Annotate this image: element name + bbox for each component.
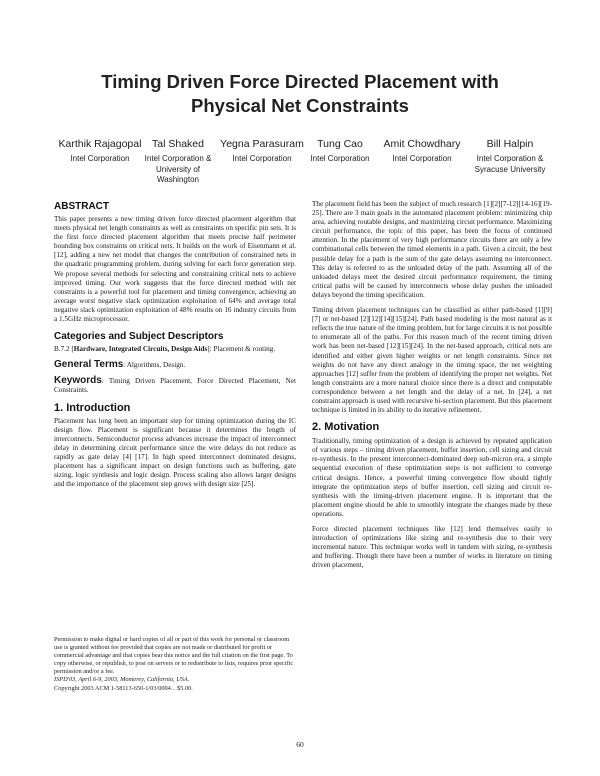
keywords xyxy=(54,376,296,395)
author-name: Yegna Parasuram xyxy=(220,138,304,150)
paragraph: Force directed placement techniques like [12] lend themselves easily to introduction of optimizations like sizing and re-synthesis due to their very incremental nature. This technique works well in tandem with sizing, re-synthesis and buffering. Though there have been a number of works in literature on timing driven placement, xyxy=(312,525,552,570)
general-terms xyxy=(54,360,296,370)
paragraph: The placement field has been the subject of much research [1][2][7-12][14-16][19-25]. There are 3 main goals in the automated placement problem: minimizing chip area, achieving routable designs, and maximizing circuit performance. Maximizing circuit performance, the topic of this paper, has been the focus of continued attention. In the placement of very high performance circuits there are only a few combinational cells between the timed elements in a path. Given a circuit, the best possible delay for a path is the sum of the gate delays assuming no interconnect. This delay is referred to as the unloaded delay of the path. Assuming all of the unloaded delays meet the desired circuit performance requirement, the timing critical paths will be caused by interconnects whose delay pushes the unloaded delays beyond the timing specification. xyxy=(312,200,552,299)
permission-notice xyxy=(54,636,296,693)
paragraph: Traditionally, timing optimization of a design is achieved by repeated application of various steps – timing driven placement, buffer insertion, cell sizing and circuit re-synthesis. In the present interconnect-dominated deep sub-micron era, a simple sequential execution of these optimization steps is not sufficient to converge critical designs. Hence, a powerful timing convergence flow should tightly integrate the optimization steps of buffer insertion, cell sizing and circuit re-synthesis with the timing-driven placement engine. It is important that the placement engine should be able to smoothly integrate the changes made by these operations. xyxy=(312,437,552,518)
author-block xyxy=(48,137,152,165)
right-column xyxy=(312,200,552,576)
introduction-text: Placement has long been an important step for timing optimization during the IC design flow. Placement is significant because it determines the length of interconnects. Semiconductor process advances increase the impact of interconnect delay in determining circuit performance since the wire delays do not reduce as rapidly as gate delay [4] [17]. In high speed interconnect dominated designs, placement has a significant impact on design functions such as buffering, gate sizing, logic synthesis and logic design. Process scaling also allows larger designs and the importance of the placement step grows with design size [25]. xyxy=(54,416,296,489)
abstract-text: This paper presents a new timing driven force directed placement algorithm that meets physical net length constraints as well as constraints on specific pin sets. It is the first force directed placement algorithm that meets precise half perimeter bounding box constraints on critical nets. It builds on the work of Eisenmann et al. [12], adding a new net model that changes the contribution of constrained nets in the quadratic programming problem, during solving for each force generation step. We propose several methods for selecting and constraining critical nets to achieve improved timing. Our work suggests that the force directed method with net constraints is a powerful tool for placement and timing convergence, achieving an average worst negative slack optimization exploitation of 64% and average total negative slack optimization exploitation of 48% results on 16 industry circuits from a 1.5GHz microprocessor. xyxy=(54,215,296,324)
author-affiliation: Intel Corporation xyxy=(392,154,452,163)
author-name: Tung Cao xyxy=(317,138,363,150)
paper-title xyxy=(0,70,600,118)
keywords-heading: Keywords xyxy=(54,375,102,387)
author-block xyxy=(214,137,310,165)
abstract-heading: ABSTRACT xyxy=(54,201,109,212)
general-terms-heading: General Terms xyxy=(54,359,124,371)
author-affiliation: Intel Corporation xyxy=(310,154,370,163)
author-block xyxy=(302,137,378,165)
author-name: Bill Halpin xyxy=(486,138,534,150)
author-name: Amit Chowdhary xyxy=(383,138,461,150)
author-name: Tal Shaked xyxy=(152,138,204,150)
general-terms-text: : Algorithms, Design. xyxy=(123,361,186,370)
permission-copyright: Copyright 2003 ACM 1-58113-650-1/03/0004…$5.00. xyxy=(54,684,193,692)
motivation-heading: 2. Motivation xyxy=(312,421,380,434)
page-number: 60 xyxy=(296,740,304,749)
permission-text: Permission to make digital or hard copies of all or part of this work for personal or classroom use is granted without fee provided that copies are not made or distributed for profit or commercial advantage and that copies bear this notice and the full citation on the first page. To copy otherwise, or republish, to post on servers or to redistribute to lists, requires prior specific permission and/or a fee. xyxy=(54,636,294,676)
categories-text xyxy=(54,345,296,354)
introduction-heading: 1. Introduction xyxy=(54,401,131,414)
author-name: Karthik Rajagopal xyxy=(58,138,142,150)
author-block xyxy=(470,137,550,175)
author-block xyxy=(376,137,468,165)
paragraph: Timing driven placement techniques can be classified as either path-based [1][9][7] or net-based [2][12][14][15][24]. Path based modeling is the most natural as it reflects the true nature of the timing problem, but for large circuits it is not possible to enumerate all of the paths. For this reason much of the recent timing driven work has been net-based [12][15][24]. In the net-based approach, critical nets are identified and either given higher weights or net length constraints. Since net weights do not have any direct analogy in the timing space, the net weighting approaches [12] suffer from the problem of identifying the proper net weights. Net length constraints are a more natural choice since there is a direct and computable correspondence between a net length and the delay of a net. In [24], a net constraint approach is used with recursive bi-section placement. But this placement technique is limited in its ability to do iterative refinement. xyxy=(312,306,552,415)
author-affiliation: Intel Corporation xyxy=(232,154,292,163)
author-block xyxy=(140,137,216,186)
title-line-2: Physical Net Constraints xyxy=(191,95,409,116)
categories-heading: Categories and Subject Descriptors xyxy=(54,331,224,343)
author-affiliation: Intel Corporation xyxy=(70,154,130,163)
left-column xyxy=(54,200,296,495)
keywords-text: : Timing Driven Placement, Force Directed Placement, Net Constraints. xyxy=(54,377,296,395)
categories-rest: ]: Placement & routing. xyxy=(207,345,276,354)
title-line-1: Timing Driven Force Directed Placement with xyxy=(101,71,499,92)
permission-venue: ISPD'03, April 6-9, 2003, Monterey, California, USA. xyxy=(54,676,190,684)
categories-bold: Hardware, Integrated Circuits, Design Aids xyxy=(73,345,208,354)
author-affiliation: Intel Corporation & University of Washington xyxy=(144,154,212,184)
author-affiliation: Intel Corporation & Syracuse University xyxy=(474,154,546,174)
categories-code: B.7.2 [ xyxy=(54,345,74,354)
